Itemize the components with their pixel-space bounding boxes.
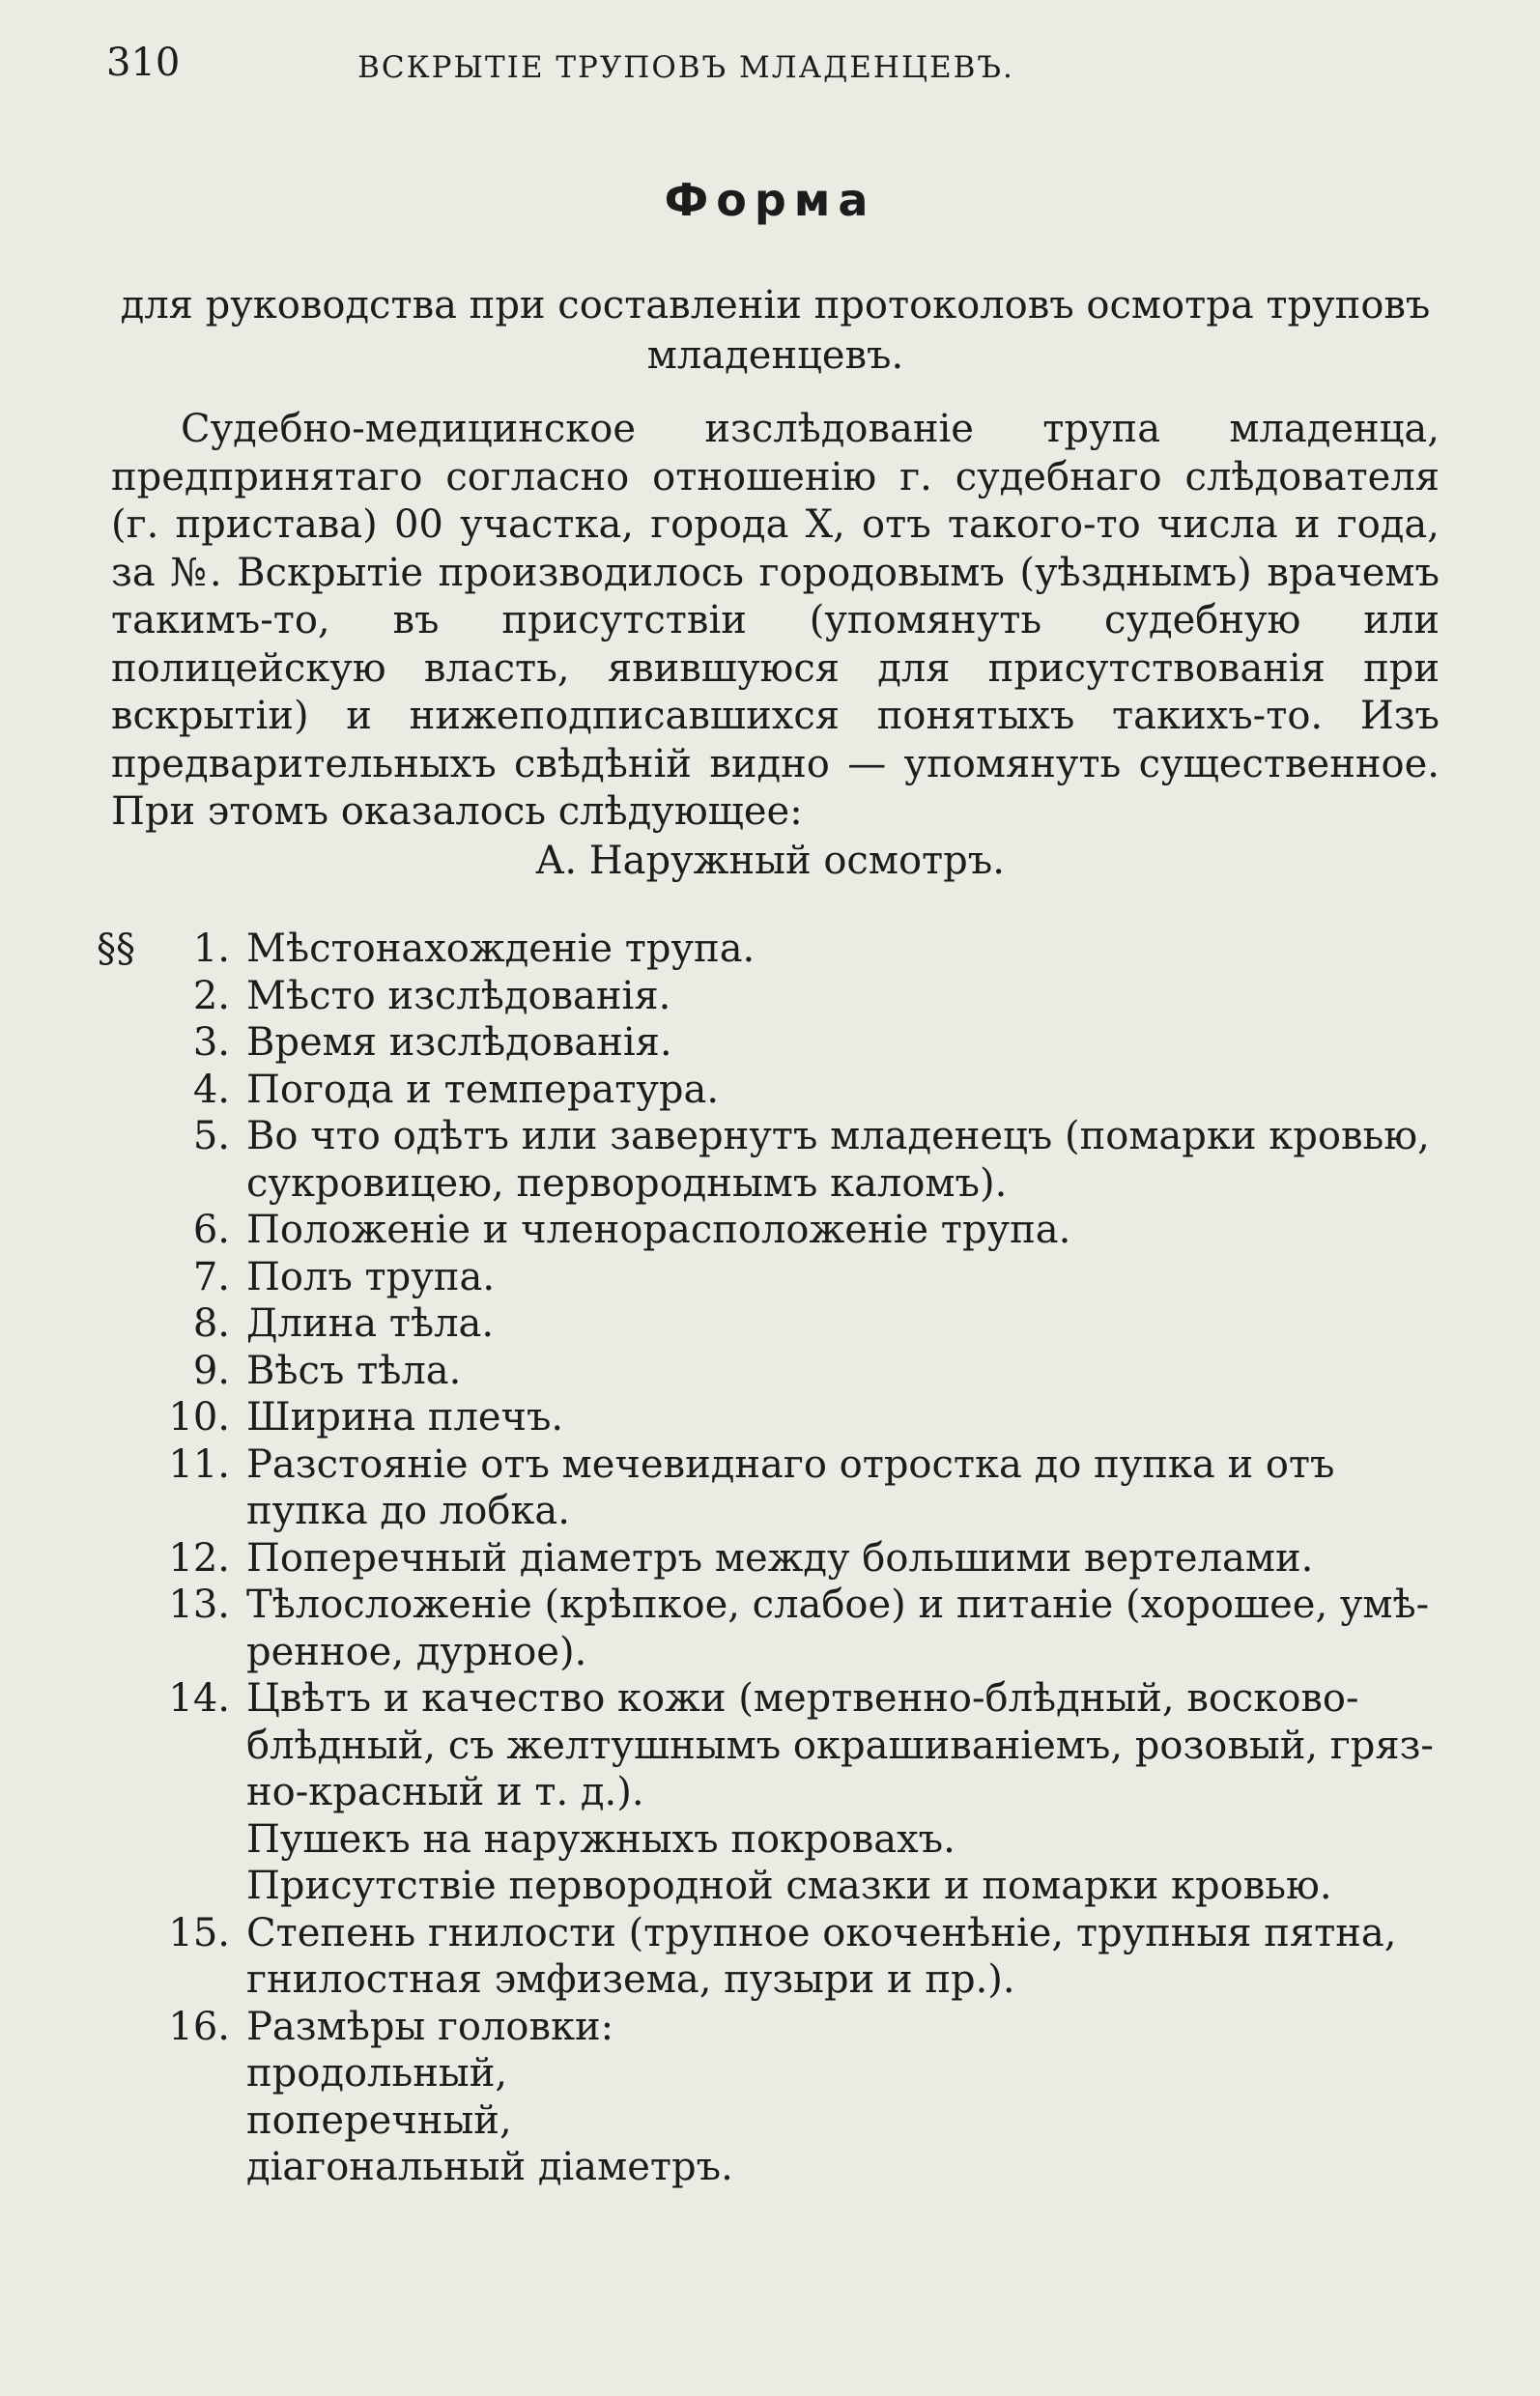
list-item <box>97 1019 1449 1067</box>
item-number: 4. <box>192 1067 230 1112</box>
section-heading: А. Наружный осмотръ. <box>535 839 1005 883</box>
item-text: Длина тѣла. <box>246 1301 495 1346</box>
item-text: Поперечный діаметръ между большими вертелами. <box>246 1535 1314 1581</box>
subtitle-line: младенцевъ. <box>646 333 904 378</box>
item-text: гнилостная эмфизема, пузыри и пр.). <box>246 1957 1015 2002</box>
item-text: Полъ трупа. <box>246 1254 496 1299</box>
item-text: Присутствіе первородной смазки и помарки кровью. <box>246 1864 1332 1908</box>
item-text: Цвѣтъ и качество кожи (мертвенно-блѣдный, восково- <box>246 1676 1359 1721</box>
list-item <box>97 1441 1449 1535</box>
list-item <box>97 1910 1449 2004</box>
item-text: Во что одѣтъ или завернутъ младенецъ (помарки кровью, <box>246 1114 1430 1158</box>
item-text: продольный, <box>246 2051 508 2096</box>
section-mark: §§ <box>97 927 135 971</box>
item-text: сукровицею, первороднымъ каломъ). <box>246 1160 1008 1206</box>
item-number: 8. <box>192 1301 230 1346</box>
form-subtitle <box>111 280 1440 381</box>
item-text: Ширина плечъ. <box>246 1395 564 1440</box>
list-item <box>97 1207 1449 1254</box>
items-list <box>97 926 1449 2191</box>
page-header <box>106 41 1440 99</box>
item-number: 16. <box>168 2004 230 2049</box>
list-item <box>97 2004 1449 2191</box>
item-text: Разстояніе отъ мечевиднаго отростка до пупка и отъ <box>246 1441 1335 1487</box>
item-text: ренное, дурное). <box>246 1629 587 1674</box>
item-text: Положеніе и членорасположеніе трупа. <box>246 1208 1071 1252</box>
running-title: ВСКРЫТІЕ ТРУПОВЪ МЛАДЕНЦЕВЪ. <box>357 50 1014 85</box>
list-item <box>97 1582 1449 1675</box>
item-number: 9. <box>192 1348 230 1393</box>
list-item <box>97 1675 1449 1910</box>
item-text: Вѣсъ тѣла. <box>246 1348 462 1393</box>
list-item <box>97 1067 1449 1114</box>
item-number: 1. <box>192 927 230 971</box>
item-number: 14. <box>168 1676 230 1721</box>
item-text: Размѣры головки: <box>246 2004 614 2049</box>
item-text: Мѣстонахожденіе трупа. <box>246 927 756 971</box>
item-text: но-красный и т. д.). <box>246 1770 644 1814</box>
item-number: 5. <box>192 1114 230 1158</box>
subtitle-line: для руководства при составленіи протоколовъ осмотра труповъ <box>120 283 1431 328</box>
item-number: 12. <box>168 1535 230 1581</box>
intro-paragraph: Судебно-медицинское изслѣдованіе трупа младенца, предпринятаго согласно отношенію г. судебнаго слѣдователя (г. пристава) 00 участка, города X, отъ такого-то числа и года, за №. Вскрытіе производилось городовымъ (уѣзднымъ) врачемъ такимъ-то, въ присутствіи (упомянуть судебную или полицейскую власть, явившуюся для присутствованія при вскрытіи) и нижеподписавшихся понятыхъ такихъ-то. Изъ предварительныхъ свѣдѣній видно — упомянуть существенное. При этомъ оказалось слѣдующее: <box>111 407 1440 834</box>
list-item <box>97 926 1449 973</box>
item-text: діагональный діаметръ. <box>246 2145 733 2189</box>
list-item <box>97 1300 1449 1348</box>
item-text: блѣдный, съ желтушнымъ окрашиваніемъ, розовый, гряз- <box>246 1723 1434 1768</box>
item-number: 13. <box>168 1583 230 1627</box>
item-text: пупка до лобка. <box>246 1489 570 1533</box>
item-number: 11. <box>168 1441 230 1487</box>
item-text: Тѣлосложеніе (крѣпкое, слабое) и питаніе (хорошее, умѣ- <box>246 1583 1430 1627</box>
list-item <box>97 1535 1449 1583</box>
item-text: Мѣсто изслѣдованія. <box>246 973 671 1018</box>
item-text: Погода и температура. <box>246 1067 720 1112</box>
list-item <box>97 973 1449 1020</box>
list-item <box>97 1113 1449 1207</box>
form-title: Форма <box>664 174 876 226</box>
item-text: поперечный, <box>246 2097 512 2143</box>
item-text: Время изслѣдованія. <box>246 1020 672 1065</box>
item-number: 7. <box>192 1254 230 1299</box>
page-number: 310 <box>106 41 181 85</box>
item-number: 10. <box>168 1395 230 1440</box>
item-text: Степень гнилости (трупное окоченѣніе, трупныя пятна, <box>246 1910 1397 1955</box>
item-number: 3. <box>192 1020 230 1065</box>
list-item <box>97 1348 1449 1395</box>
item-number: 15. <box>168 1910 230 1955</box>
item-text: Пушекъ на наружныхъ покровахъ. <box>246 1816 955 1862</box>
item-number: 2. <box>192 973 230 1018</box>
list-item <box>97 1254 1449 1301</box>
list-item <box>97 1394 1449 1441</box>
item-number: 6. <box>192 1208 230 1252</box>
